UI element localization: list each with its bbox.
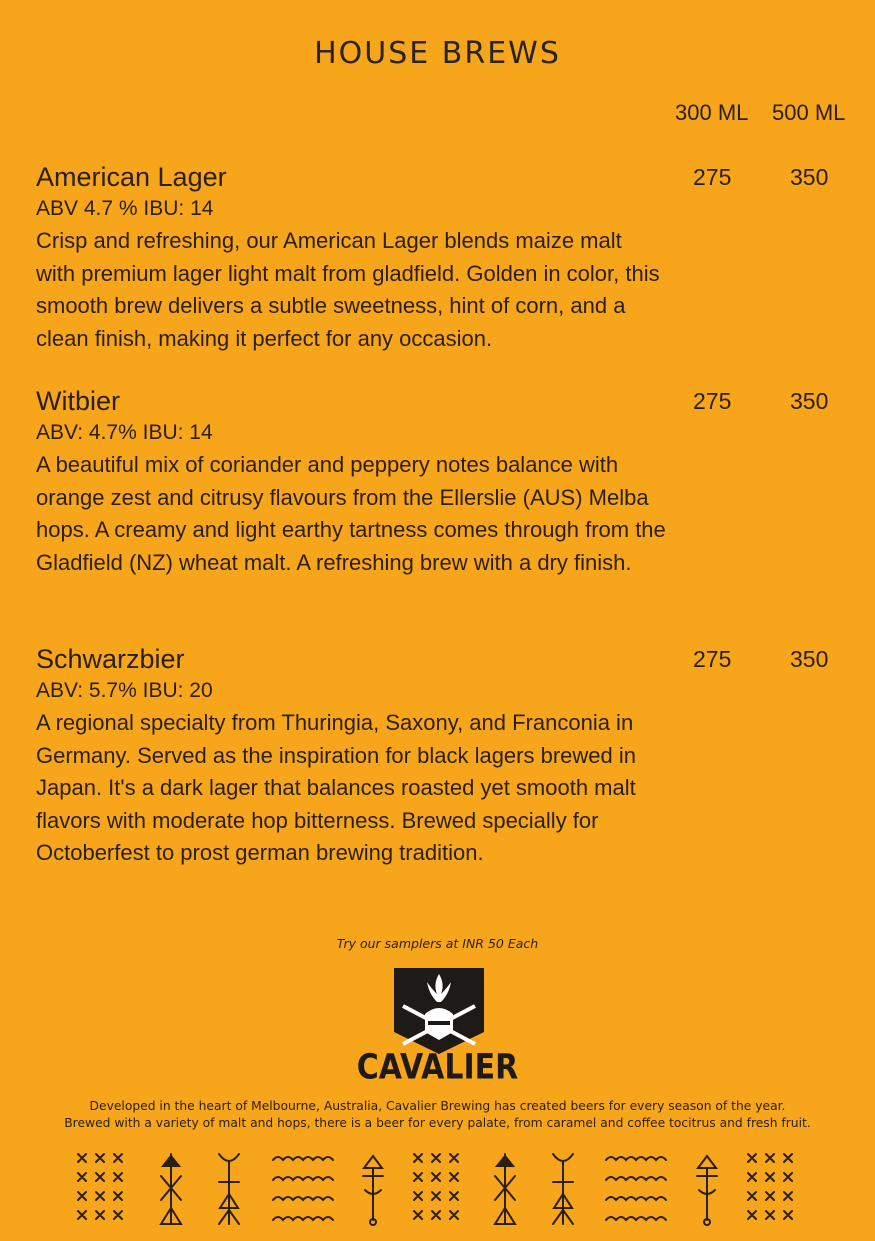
beer-name: Witbier <box>36 386 121 416</box>
beer-description: A regional specialty from Thuringia, Saxony, and Franconia in Germany. Served as the inspiration for black lagers brewed in Japan. It's a dark lager that balances roasted yet smooth malt flavors with moderate hop bitterness. Brewed specially for Octoberfest to prost german brewing tradition. <box>36 710 636 865</box>
price-500ml: 350 <box>790 164 829 190</box>
column-header-500ml: 500 ML <box>772 100 846 125</box>
beer-description: A beautiful mix of coriander and peppery notes balance with orange zest and citrusy flavours from the Ellerslie (AUS) Melba hops. A creamy and light earthy tartness comes through from the Gladfield (NZ) wheat malt. A refreshing brew with a dry finish. <box>36 452 666 575</box>
column-header-300ml: 300 ML <box>675 100 749 125</box>
beer-stats: ABV: 4.7% IBU: 14 <box>36 421 213 444</box>
tribal-pattern-icon <box>76 1150 804 1226</box>
page-title: HOUSE BREWS <box>314 36 561 71</box>
beer-name: Schwarzbier <box>36 644 185 674</box>
about-text <box>0 1098 875 1132</box>
price-300ml: 275 <box>693 164 732 190</box>
beer-item-american-lager <box>36 162 676 355</box>
beer-item-schwarzbier <box>36 644 676 870</box>
beer-item-witbier <box>36 386 676 579</box>
price-500ml: 350 <box>790 646 829 672</box>
price-500ml: 350 <box>790 388 829 414</box>
beer-stats: ABV 4.7 % IBU: 14 <box>36 197 214 220</box>
beer-name: American Lager <box>36 162 227 192</box>
brand-name: CAVALIER <box>356 1047 519 1088</box>
sampler-note: Try our samplers at INR 50 Each <box>336 936 539 951</box>
price-300ml: 275 <box>693 388 732 414</box>
beer-description: Crisp and refreshing, our American Lager blends maize malt with premium lager light malt from gladfield. Golden in color, this smooth brew delivers a subtle sweetness, hint of corn, and a clean finish, making it perfect for any occasion. <box>36 228 660 351</box>
price-300ml: 275 <box>693 646 732 672</box>
about-line-1: Developed in the heart of Melbourne, Australia, Cavalier Brewing has created beers for every season of the year. <box>89 1099 786 1113</box>
beer-stats: ABV: 5.7% IBU: 20 <box>36 679 213 702</box>
about-line-2: Brewed with a variety of malt and hops, there is a beer for every palate, from caramel and coffee tocitrus and fresh fruit. <box>64 1116 811 1130</box>
